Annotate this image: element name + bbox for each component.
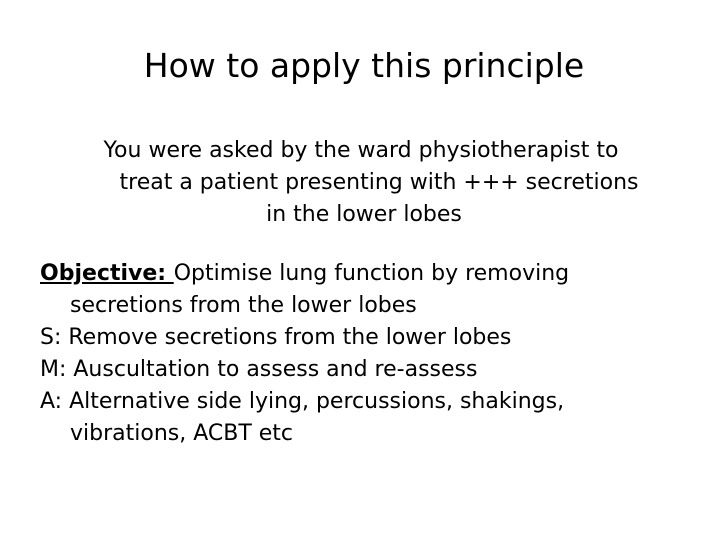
objective-text-line-2: secretions from the lower lobes [70, 293, 417, 318]
intro-line-1: You were asked by the ward physiotherapist to [103, 138, 619, 163]
measurable-point: M: Auscultation to assess and re-assess [40, 357, 478, 382]
intro-paragraph [0, 135, 728, 231]
specific-point: S: Remove secretions from the lower lobes [40, 325, 512, 350]
objective-label: Objective: [40, 261, 174, 286]
slide-title: How to apply this principle [143, 46, 585, 85]
smart-points [40, 258, 720, 450]
objective-point [40, 258, 720, 290]
intro-line-3: in the lower lobes [266, 202, 462, 227]
achievable-point-line-1: A: Alternative side lying, percussions, shakings, [40, 389, 565, 414]
intro-line-2: treat a patient presenting with +++ secretions [119, 170, 639, 195]
objective-text-line-1: Optimise lung function by removing [173, 261, 570, 286]
achievable-point-line-2: vibrations, ACBT etc [70, 421, 294, 446]
